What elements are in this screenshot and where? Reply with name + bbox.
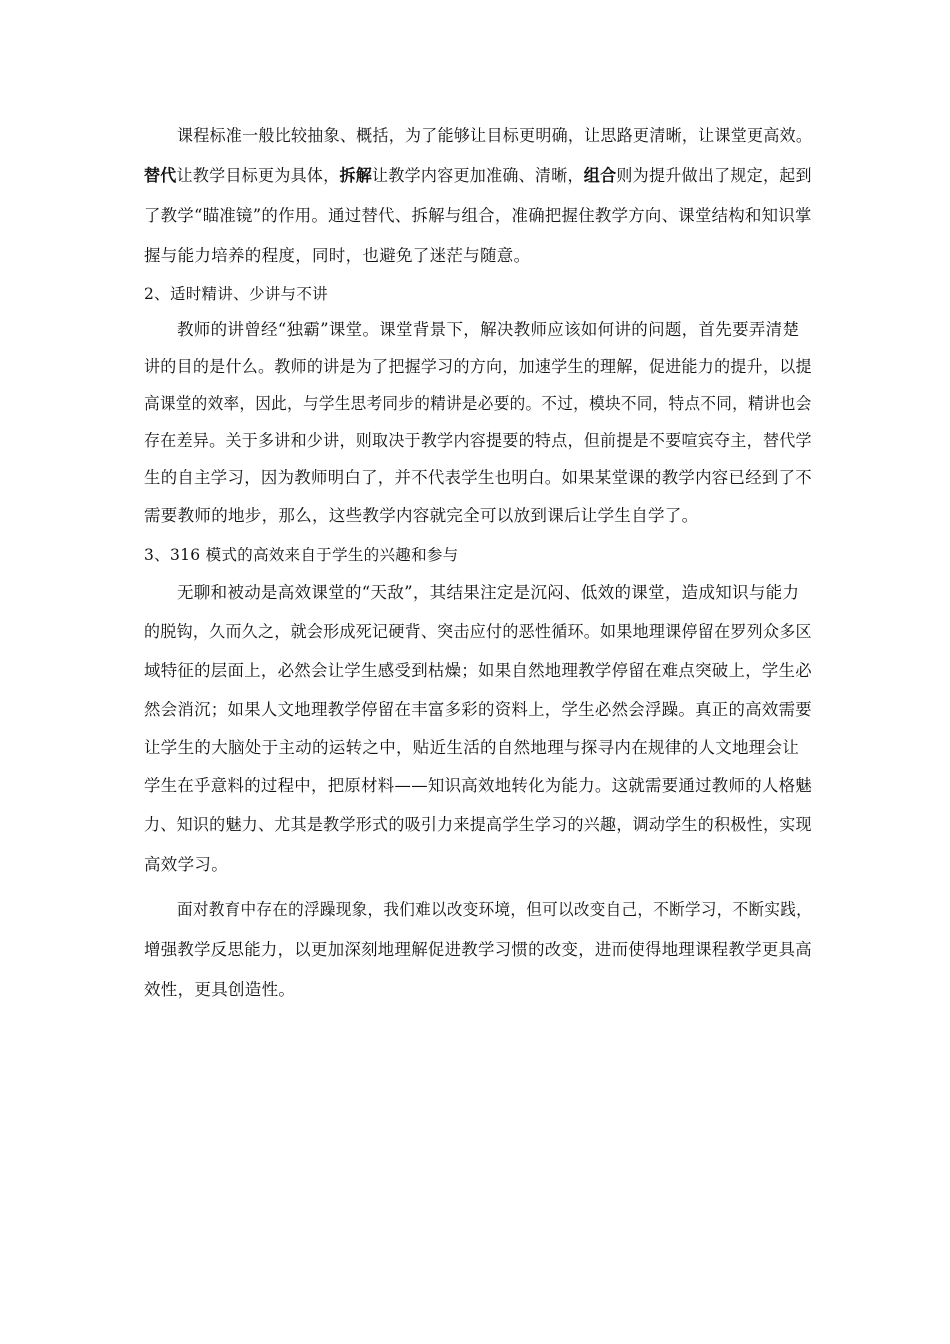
- paragraph1-line2-text2: 让教学内容更加准确、清晰，: [372, 166, 584, 185]
- paragraph2-line6: 需要教师的地步，那么，这些教学内容就完全可以放到课后让学生自学了。: [144, 506, 699, 525]
- paragraph1-line1: 课程标准一般比较抽象、概括，为了能够让目标更明确，让思路更清晰，让课堂更高效。: [177, 126, 813, 145]
- paragraph3-line2: 的脱钩，久而久之，就会形成死记硬背、突击应付的恶性循环。如果地理课停留在罗列众多区: [144, 622, 812, 641]
- section-heading-2: 2、适时精讲、少讲与不讲: [144, 285, 328, 303]
- paragraph2-line4: 存在差异。关于多讲和少讲，则取决于教学内容提要的特点，但前提是不要喧宾夺主，替代学: [144, 431, 812, 450]
- paragraph2-line2: 讲的目的是什么。教师的讲是为了把握学习的方向，加速学生的理解，促进能力的提升，以提: [144, 357, 812, 376]
- paragraph1-line3: 了教学“瞄准镜”的作用。通过替代、拆解与组合，准确把握住教学方向、课堂结构和知识掌: [144, 206, 812, 225]
- paragraph3-line8: 高效学习。: [144, 855, 228, 874]
- paragraph2-line3: 高课堂的效率，因此，与学生思考同步的精讲是必要的。不过，模块不同，特点不同，精讲也会: [144, 394, 812, 413]
- paragraph3-line5: 让学生的大脑处于主动的运转之中，贴近生活的自然地理与探寻内在规律的人文地理会让: [144, 738, 800, 757]
- paragraph3-line1: 无聊和被动是高效课堂的“天敌”，其结果注定是沉闷、低效的课堂，造成知识与能力: [177, 583, 800, 602]
- paragraph3-line4: 然会消沉；如果人文地理教学停留在丰富多彩的资料上，学生必然会浮躁。真正的高效需要: [144, 700, 812, 719]
- paragraph1-line2: [144, 161, 812, 191]
- paragraph4-line3: 效性，更具创造性。: [144, 980, 296, 999]
- bold-term-combine: 组合: [583, 166, 617, 185]
- paragraph2-line5: 生的自主学习，因为教师明白了，并不代表学生也明白。如果某堂课的教学内容已经到了不: [144, 468, 812, 487]
- paragraph3-line3: 域特征的层面上，必然会让学生感受到枯燥；如果自然地理教学停留在难点突破上，学生必: [144, 661, 812, 680]
- bold-term-substitute: 替代: [144, 166, 177, 185]
- paragraph1-line4: 握与能力培养的程度，同时，也避免了迷茫与随意。: [144, 246, 531, 265]
- section-heading-3: 3、316 模式的高效来自于学生的兴趣和参与: [144, 546, 459, 564]
- paragraph3-line6: 学生在乎意料的过程中，把原材料——知识高效地转化为能力。这就需要通过教师的人格魅: [144, 776, 812, 795]
- paragraph1-line2-text1: 让教学目标更为具体，: [176, 166, 340, 185]
- paragraph3-line7: 力、知识的魅力、尤其是教学形式的吸引力来提高学生学习的兴趣，调动学生的积极性，实现: [144, 815, 812, 834]
- paragraph2-line1: 教师的讲曾经“独霸”课堂。课堂背景下，解决教师应该如何讲的问题，首先要弄清楚: [177, 320, 800, 339]
- paragraph4-line2: 增强教学反思能力，以更加深刻地理解促进教学习惯的改变，进而使得地理课程教学更具高: [144, 940, 812, 959]
- paragraph4-line1: 面对教育中存在的浮躁现象，我们难以改变环境，但可以改变自己，不断学习，不断实践，: [177, 900, 812, 919]
- paragraph1-line2-text3: 则为提升做出了规定，起到: [616, 166, 812, 185]
- bold-term-decompose: 拆解: [339, 166, 373, 185]
